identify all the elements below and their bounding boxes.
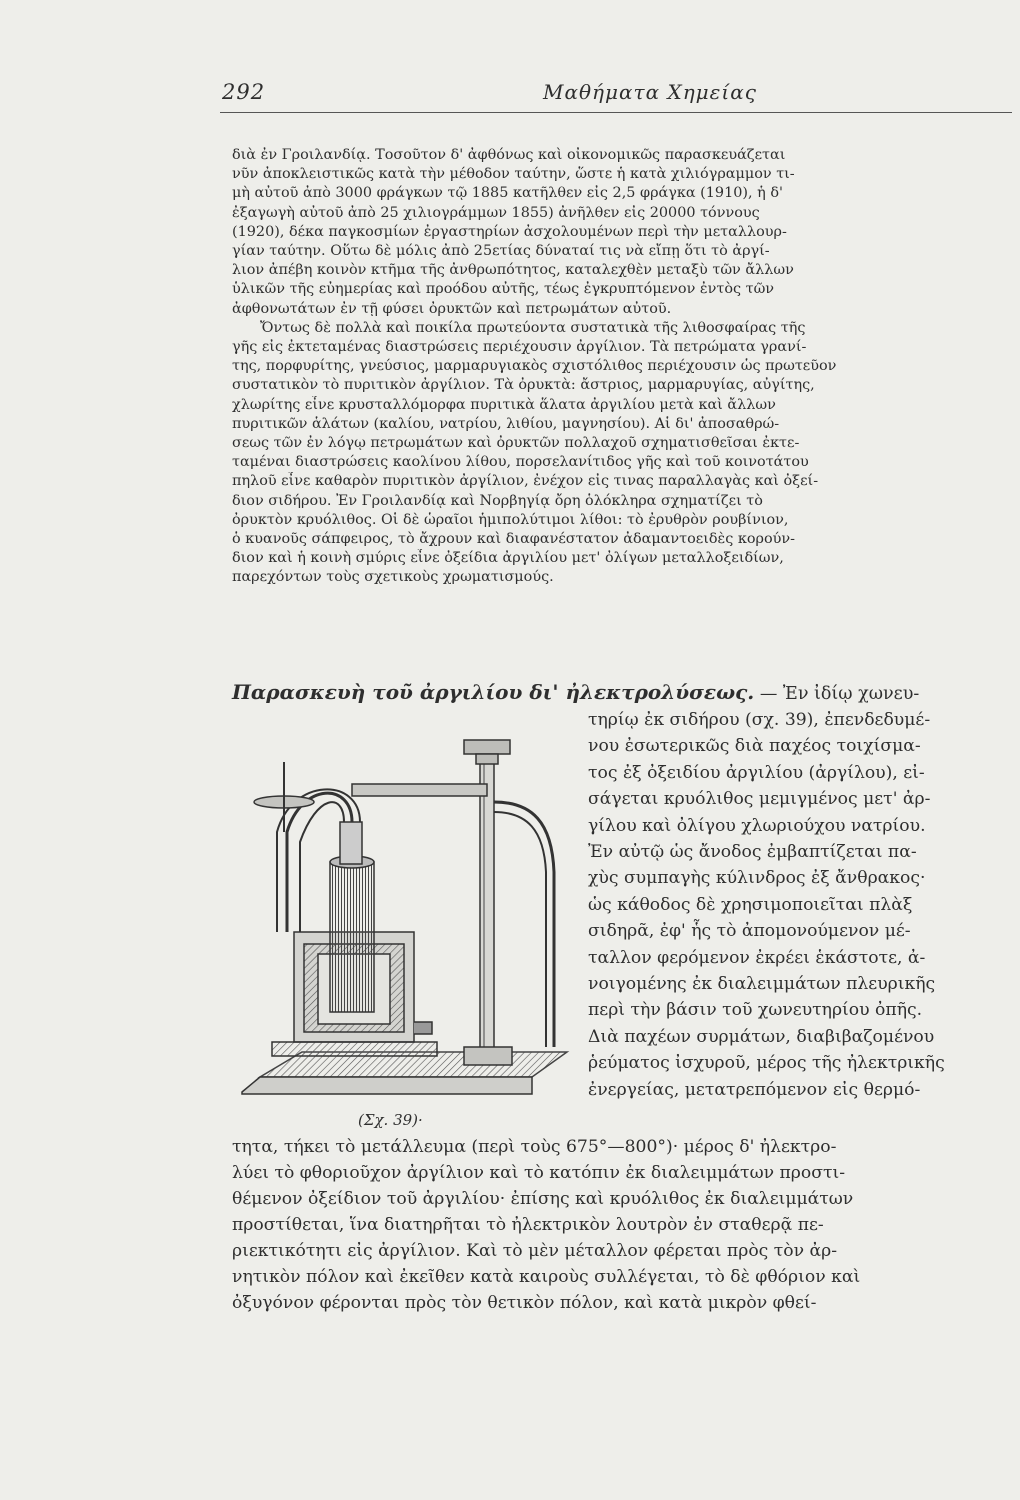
text-line: γῆς εἰς ἐκτεταμένας διαστρώσεις περιέχουσιν ἀργίλιον. Τὰ πετρώματα γρανί- [232, 339, 807, 356]
page-number: 292 [222, 80, 266, 104]
text-line: προστίθεται, ἵνα διατηρῆται τὸ ἠλεκτρικὸν λουτρὸν ἐν σταθερᾷ πε- [232, 1215, 824, 1235]
text-line: πηλοῦ εἶνε καθαρὸν πυριτικὸν ἀργίλιον, ἐνέχον εἰς τινας παραλλαγὰς καὶ ὀξεί- [232, 473, 819, 490]
text-line: γίλου καὶ ὀλίγου χλωριούχου νατρίου. [588, 815, 926, 836]
text-line: νου ἐσωτερικῶς διὰ παχέος τοιχίσμα- [588, 736, 921, 757]
text-line: θέμενον ὀξείδιον τοῦ ἀργιλίου· ἐπίσης καὶ κρυόλιθος ἐκ διαλειμμάτων [232, 1189, 854, 1209]
text-line: σιδηρᾶ, ἐφ' ἧς τὸ ἀπομονούμενον μέ- [588, 921, 911, 942]
text-line: ῥεύματος ἰσχυροῦ, μέρος τῆς ἠλεκτρικῆς [588, 1053, 945, 1074]
text-line: ὁ κυανοῦς σάπφειρος, τὸ ἄχρουν καὶ διαφανέστατον ἀδαμαντοειδὲς κορούν- [232, 531, 796, 548]
text-line: Ὄντως δὲ πολλὰ καὶ ποικίλα πρωτεύοντα συστατικὰ τῆς λιθοσφαίρας τῆς [260, 319, 806, 336]
text-line: Ἐν αὐτῷ ὡς ἄνοδος ἐμβαπτίζεται πα- [588, 842, 917, 863]
body-text-top [232, 146, 1016, 588]
electrolysis-apparatus-icon [232, 722, 577, 1112]
text-line: σάγεται κρυόλιθος μεμιγμένος μετ' ἀρ- [588, 789, 931, 810]
section-heading-line [232, 680, 1020, 704]
text-line: τηρίῳ ἐκ σιδήρου (σχ. 39), ἐπενδεδυμέ- [588, 710, 931, 730]
text-line: (1920), δέκα παγκοσμίων ἐργαστηρίων ἀσχολουμένων περὶ τὴν μεταλλουρ- [232, 223, 787, 240]
electrolysis-apparatus-figure [232, 722, 577, 1112]
text-line: ἐξαγωγὴ αὐτοῦ ἀπὸ 25 χιλιογράμμων 1855) ἀνῆλθεν εἰς 20000 τόννους [232, 204, 760, 221]
text-line: νῦν ἀποκλειστικῶς κατὰ τὴν μέθοδον ταύτην, ὥστε ἡ κατὰ χιλιόγραμμον τι- [232, 166, 795, 183]
text-line: παρεχόντων τοὺς σχετικοὺς χρωματισμούς. [232, 569, 554, 586]
running-title: Μαθήματα Χημείας [543, 80, 757, 104]
text-line: ὀρυκτὸν κρυόλιθος. Οἱ δὲ ὡραῖοι ἡμιπολύτιμοι λίθοι: τὸ ἐρυθρὸν ρουβίνιον, [232, 511, 789, 528]
text-line: τος ἐξ ὀξειδίου ἀργιλίου (ἀργίλου), εἰ- [588, 762, 925, 783]
text-line: ταμέναι διαστρώσεις καολίνου λίθου, πορσελανίτιδος γῆς καὶ τοῦ κοινοτάτου [232, 454, 809, 471]
text-line: διον σιδήρου. Ἐν Γροιλανδίᾳ καὶ Νορβηγίᾳ ὄρη ὁλόκληρα σχηματίζει τὸ [232, 492, 763, 509]
text-line: σεως τῶν ἐν λόγῳ πετρωμάτων καὶ ὀρυκτῶν πολλαχοῦ σχηματισθεῖσαι ἐκτε- [232, 435, 800, 452]
right-column-text [588, 707, 1018, 1103]
text-line: ἀφθονωτάτων ἐν τῇ φύσει ὀρυκτῶν καὶ πετρωμάτων αὐτοῦ. [232, 300, 672, 317]
text-line: μὴ αὐτοῦ ἀπὸ 3000 φράγκων τῷ 1885 κατῆλθεν εἰς 2,5 φράγκα (1910), ἡ δ' [232, 185, 783, 202]
section-heading: Παρασκευὴ τοῦ ἀργιλίου δι' ἠλεκτρολύσεως. [232, 680, 755, 704]
text-line: ριεκτικότητι εἰς ἀργίλιον. Καὶ τὸ μὲν μέταλλον φέρεται πρὸς τὸν ἀρ- [232, 1241, 838, 1261]
text-line: λύει τὸ φθοριοῦχον ἀργίλιον καὶ τὸ κατόπιν ἐκ διαλειμμάτων προστι- [232, 1163, 846, 1183]
text-line: της, πορφυρίτης, γνεύσιος, μαρμαρυγιακὸς σχιστόλιθος περιέχουσιν ὡς πρωτεῦον [232, 358, 837, 375]
section-lead-text: — Ἐν ἰδίῳ χωνευ- [759, 684, 920, 704]
text-line: ταλλον φερόμενον ἐκρέει ἑκάστοτε, ἀ- [588, 947, 926, 968]
text-line: ὀξυγόνον φέρονται πρὸς τὸν θετικὸν πόλον, καὶ κατὰ μικρὸν φθεί- [232, 1293, 817, 1313]
text-line: διὰ ἐν Γροιλανδίᾳ. Τοσοῦτον δ' ἀφθόνως καὶ οἰκονομικῶς παρασκευάζεται [232, 147, 786, 163]
text-line: ἐνεργείας, μετατρεπόμενον εἰς θερμό- [588, 1079, 921, 1100]
text-line: χὺς συμπαγὴς κύλινδρος ἐξ ἄνθρακος· [588, 868, 926, 889]
text-line: ὡς κάθοδος δὲ χρησιμοποιεῖται πλὰξ [588, 894, 913, 915]
text-line: νοιγομένης ἐκ διαλειμμάτων πλευρικῆς [588, 974, 936, 995]
text-line: τητα, τήκει τὸ μετάλλευμα (περὶ τοὺς 675°—800°)· μέρος δ' ἠλεκτρο- [232, 1137, 837, 1157]
text-line: πυριτικῶν ἁλάτων (καλίου, νατρίου, λιθίου, μαγνησίου). Αἱ δι' ἀποσαθρώ- [232, 415, 780, 432]
text-line: γίαν ταύτην. Οὕτω δὲ μόλις ἀπὸ 25ετίας δύναταί τις νὰ εἴπῃ ὅτι τὸ ἀργί- [232, 243, 770, 260]
text-line: νητικὸν πόλον καὶ ἐκεῖθεν κατὰ καιροὺς συλλέγεται, τὸ δὲ φθόριον καὶ [232, 1267, 861, 1287]
header-rule [220, 112, 1012, 113]
text-line: χλωρίτης εἶνε κρυσταλλόμορφα πυριτικὰ ἅλατα ἀργιλίου μετὰ καὶ ἄλλων [232, 396, 776, 413]
text-line: περὶ τὴν βάσιν τοῦ χωνευτηρίου ὀπῆς. [588, 1000, 923, 1021]
text-line: λιον ἀπέβη κοινὸν κτῆμα τῆς ἀνθρωπότητος, καταλεχθὲν μεταξὺ τῶν ἄλλων [232, 262, 794, 279]
body-text-bottom [232, 1134, 1016, 1316]
text-line: Διὰ παχέων συρμάτων, διαβιβαζομένου [588, 1026, 935, 1047]
text-line: συστατικὸν τὸ πυριτικὸν ἀργίλιον. Τὰ ὀρυκτὰ: ἄστριος, μαρμαρυγίας, αὐγίτης, [232, 377, 815, 394]
figure-caption: (Σχ. 39)· [358, 1111, 423, 1129]
text-line: διον καὶ ἡ κοινὴ σμύρις εἶνε ὀξείδια ἀργιλίου μετ' ὀλίγων μεταλλοξειδίων, [232, 550, 784, 567]
text-line: ὑλικῶν τῆς εὐημερίας καὶ προόδου αὐτῆς, τέως ἐγκρυπτόμενον ἐντὸς τῶν [232, 281, 775, 298]
